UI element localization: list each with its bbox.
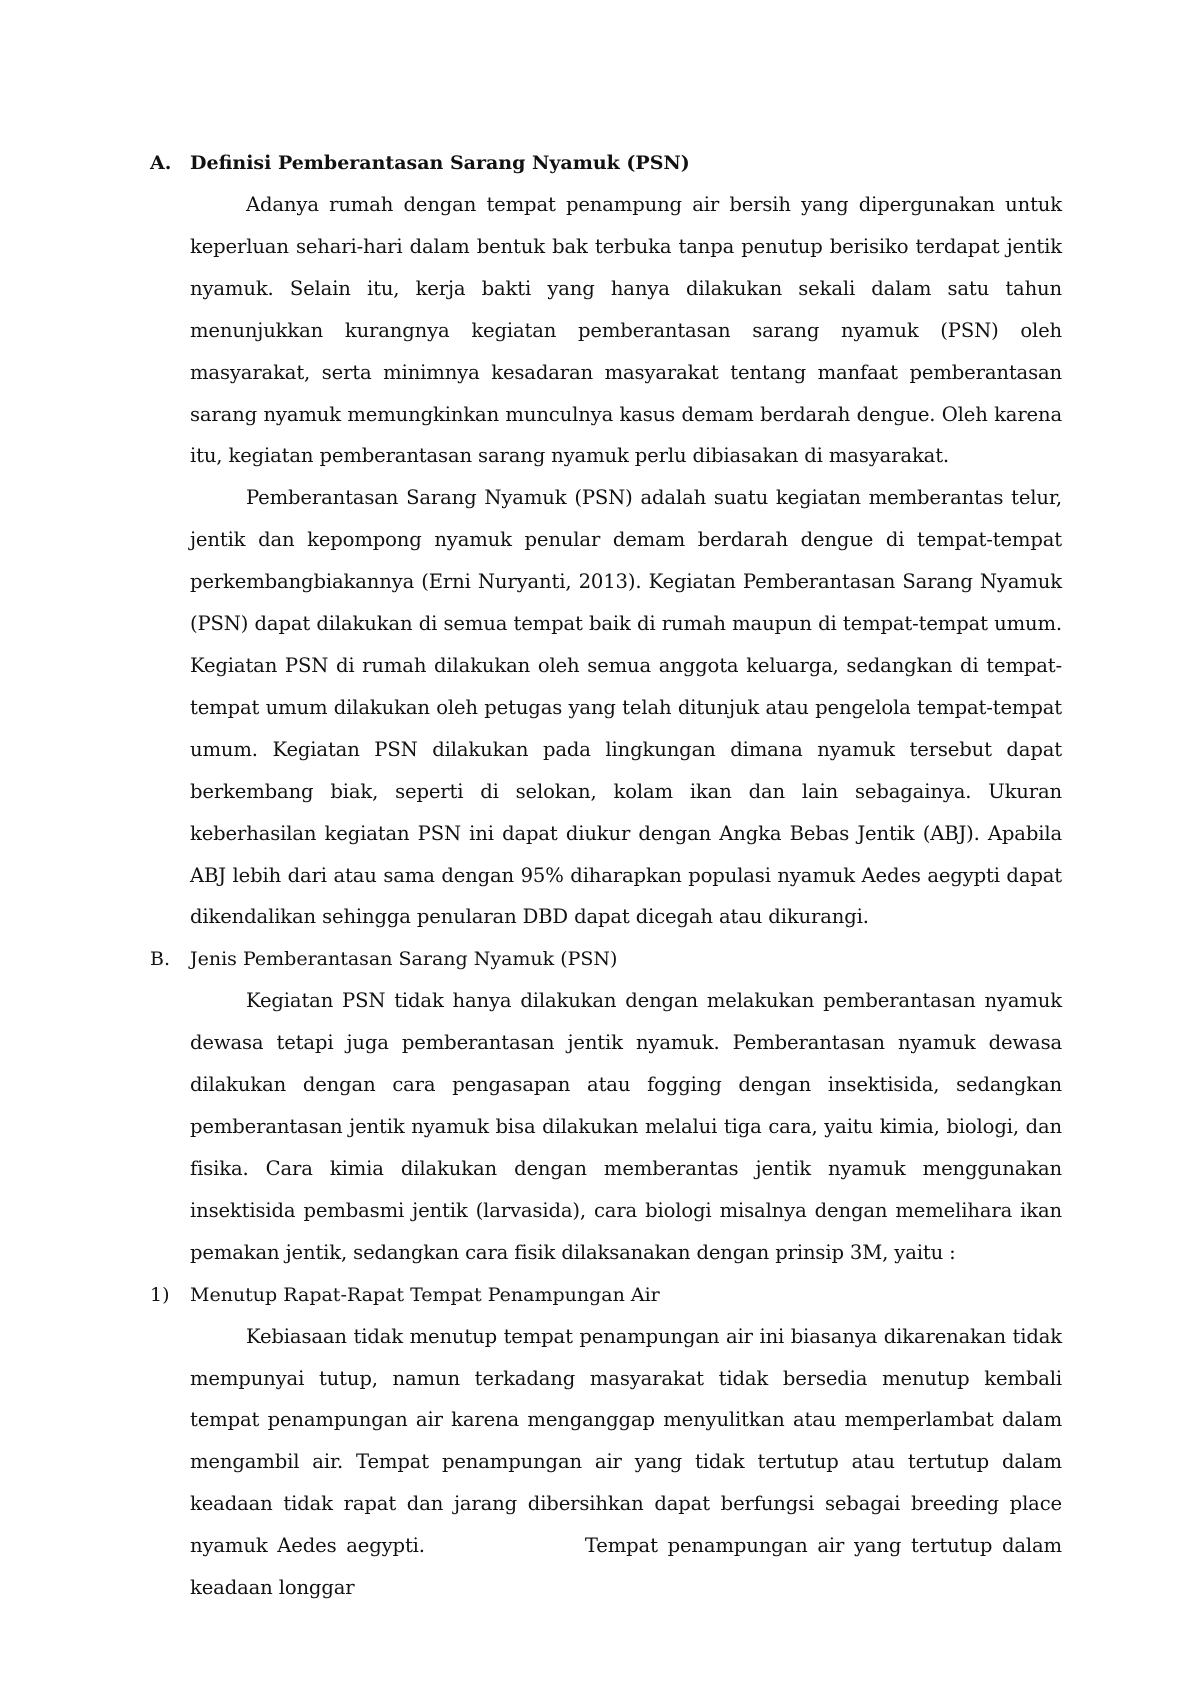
item-1-paragraph-1 <box>150 1316 1062 1609</box>
item-1-paragraph-1-text: Kebiasaan tidak menutup tempat penampungan air ini biasanya dikarenakan tidak mempunyai tutup, namun terkadang masyarakat tidak bersedia menutup kembali tempat penampungan air karena menganggap menyulitkan atau memperlambat dalam mengambil air. Tempat penampungan air yang tidak tertutup atau tertutup dalam keadaan tidak rapat dan jarang dibersihkan dapat berfungsi sebagai breeding place nyamuk Aedes aegypti. <box>190 1324 1062 1558</box>
item-1-title: Menutup Rapat-Rapat Tempat Penampungan Air <box>190 1283 660 1306</box>
item-1-heading <box>150 1274 1062 1316</box>
section-b-heading <box>150 938 1062 980</box>
section-b-paragraph-1: Kegiatan PSN tidak hanya dilakukan dengan melakukan pemberantasan nyamuk dewasa tetapi juga pemberantasan jentik nyamuk. Pemberantasan nyamuk dewasa dilakukan dengan cara pengasapan atau fogging dengan insektisida, sedangkan pemberantasan jentik nyamuk bisa dilakukan melalui tiga cara, yaitu kimia, biologi, dan fisika. Cara kimia dilakukan dengan memberantas jentik nyamuk menggunakan insektisida pembasmi jentik (larvasida), cara biologi misalnya dengan memelihara ikan pemakan jentik, sedangkan cara fisik dilaksanakan dengan prinsip 3M, yaitu : <box>190 989 1062 1264</box>
section-b-title: Jenis Pemberantasan Sarang Nyamuk (PSN) <box>190 948 618 971</box>
section-a-marker: A. <box>150 152 172 174</box>
section-a-heading <box>150 142 1062 184</box>
document-body <box>150 142 1062 1609</box>
section-b-marker: B. <box>150 948 171 971</box>
section-a-title: Definisi Pemberantasan Sarang Nyamuk (PSN) <box>190 152 690 174</box>
item-1-paragraph-2-text: Tempat penampungan air yang tertutup dalam keadaan longgar <box>190 1534 1062 1600</box>
section-a-paragraph-1: Adanya rumah dengan tempat penampung air bersih yang dipergunakan untuk keperluan sehari-hari dalam bentuk bak terbuka tanpa penutup berisiko terdapat jentik nyamuk. Selain itu, kerja bakti yang hanya dilakukan sekali dalam satu tahun menunjukkan kurangnya kegiatan pemberantasan sarang nyamuk (PSN) oleh masyarakat, serta minimnya kesadaran masyarakat tentang manfaat pemberantasan sarang nyamuk memungkinkan munculnya kasus demam berdarah dengue. Oleh karena itu, kegiatan pemberantasan sarang nyamuk perlu dibiasakan di masyarakat. <box>190 193 1062 468</box>
item-1-marker: 1) <box>150 1283 170 1306</box>
section-a-paragraph-2: Pemberantasan Sarang Nyamuk (PSN) adalah suatu kegiatan memberantas telur, jentik dan kepompong nyamuk penular demam berdarah dengue di tempat-tempat perkembangbiakannya (Erni Nuryanti, 2013). Kegiatan Pemberantasan Sarang Nyamuk (PSN) dapat dilakukan di semua tempat baik di rumah maupun di tempat-tempat umum. Kegiatan PSN di rumah dilakukan oleh semua anggota keluarga, sedangkan di tempat-tempat umum dilakukan oleh petugas yang telah ditunjuk atau pengelola tempat-tempat umum. Kegiatan PSN dilakukan pada lingkungan dimana nyamuk tersebut dapat berkembang biak, seperti di selokan, kolam ikan dan lain sebagainya. Ukuran keberhasilan kegiatan PSN ini dapat diukur dengan Angka Bebas Jentik (ABJ). Apabila ABJ lebih dari atau sama dengan 95% diharapkan populasi nyamuk Aedes aegypti dapat dikendalikan sehingga penularan DBD dapat dicegah atau dikurangi. <box>190 486 1062 929</box>
